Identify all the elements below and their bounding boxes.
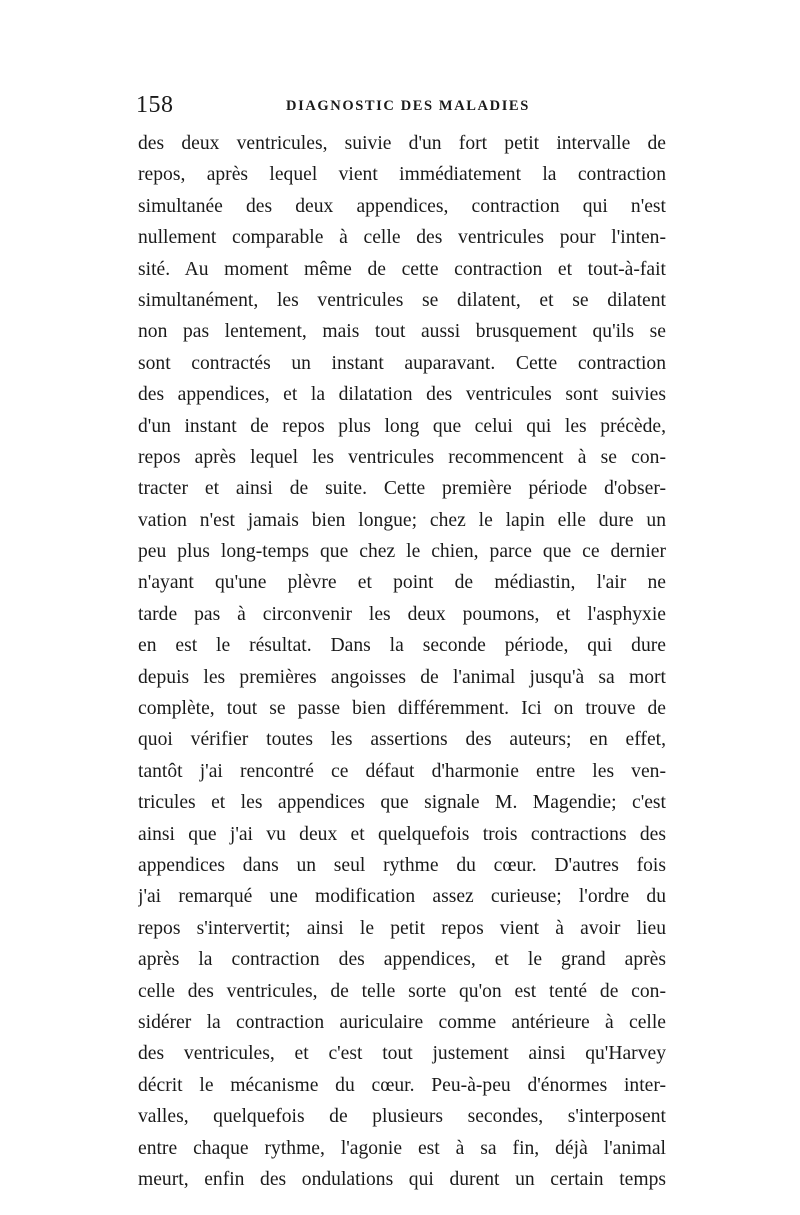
text-line: valles, quelquefois de plusieurs secondes, s'interposent — [138, 1106, 666, 1128]
text-line: meurt, enfin des ondulations qui durent un certain temps — [138, 1168, 666, 1190]
text-line: tantôt j'ai rencontré ce défaut d'harmonie entre les ven- — [138, 760, 666, 782]
text-line: vation n'est jamais bien longue; chez le lapin elle dure un — [138, 509, 666, 531]
text-line: n'ayant qu'une plèvre et point de médiastin, l'air ne — [138, 572, 666, 594]
text-line: en est le résultat. Dans la seconde période, qui dure — [138, 635, 666, 657]
text-line: des deux ventricules, suivie d'un fort petit intervalle de — [138, 133, 666, 154]
text-line: sont contractés un instant auparavant. Cette contraction — [138, 352, 666, 374]
text-line: ainsi que j'ai vu deux et quelquefois trois contractions des — [138, 823, 666, 845]
text-line: des ventricules, et c'est tout justement ainsi qu'Harvey — [138, 1043, 666, 1065]
page-header — [136, 92, 666, 122]
text-line: repos s'intervertit; ainsi le petit repos vient à avoir lieu — [138, 917, 666, 939]
text-line: tracter et ainsi de suite. Cette première période d'obser- — [138, 478, 666, 500]
text-line: j'ai remarqué une modification assez curieuse; l'ordre du — [138, 886, 666, 908]
text-line: tarde pas à circonvenir les deux poumons, et l'asphyxie — [138, 603, 666, 625]
text-line: sidérer la contraction auriculaire comme antérieure à celle — [138, 1011, 666, 1033]
text-line: nullement comparable à celle des ventricules pour l'inten- — [138, 227, 666, 249]
text-line: entre chaque rythme, l'agonie est à sa fin, déjà l'animal — [138, 1137, 666, 1159]
text-line: depuis les premières angoisses de l'animal jusqu'à sa mort — [138, 666, 666, 688]
text-line: sité. Au moment même de cette contraction et tout-à-fait — [138, 258, 666, 280]
text-line: celle des ventricules, de telle sorte qu'on est tenté de con- — [138, 980, 666, 1002]
text-line: non pas lentement, mais tout aussi brusquement qu'ils se — [138, 321, 666, 343]
text-line: quoi vérifier toutes les assertions des auteurs; en effet, — [138, 729, 666, 751]
text-line: tricules et les appendices que signale M. Magendie; c'est — [138, 792, 666, 814]
text-line: des appendices, et la dilatation des ventricules sont suivies — [138, 384, 666, 406]
text-line: décrit le mécanisme du cœur. Peu-à-peu d'énormes inter- — [138, 1074, 666, 1096]
text-line: complète, tout se passe bien différemment. Ici on trouve de — [138, 698, 666, 720]
text-line: d'un instant de repos plus long que celui qui les précède, — [138, 415, 666, 437]
text-line: simultanée des deux appendices, contraction qui n'est — [138, 195, 666, 217]
text-line: simultanément, les ventricules se dilatent, et se dilatent — [138, 289, 666, 311]
body-text — [138, 128, 666, 1195]
text-line: repos après lequel les ventricules recommencent à se con- — [138, 446, 666, 468]
text-line: repos, après lequel vient immédiatement la contraction — [138, 164, 666, 186]
text-line: après la contraction des appendices, et le grand après — [138, 949, 666, 971]
running-head: DIAGNOSTIC DES MALADIES — [286, 98, 530, 114]
page-number: 158 — [136, 92, 174, 118]
text-line: peu plus long-temps que chez le chien, parce que ce dernier — [138, 541, 666, 563]
text-line: appendices dans un seul rythme du cœur. D'autres fois — [138, 854, 666, 876]
